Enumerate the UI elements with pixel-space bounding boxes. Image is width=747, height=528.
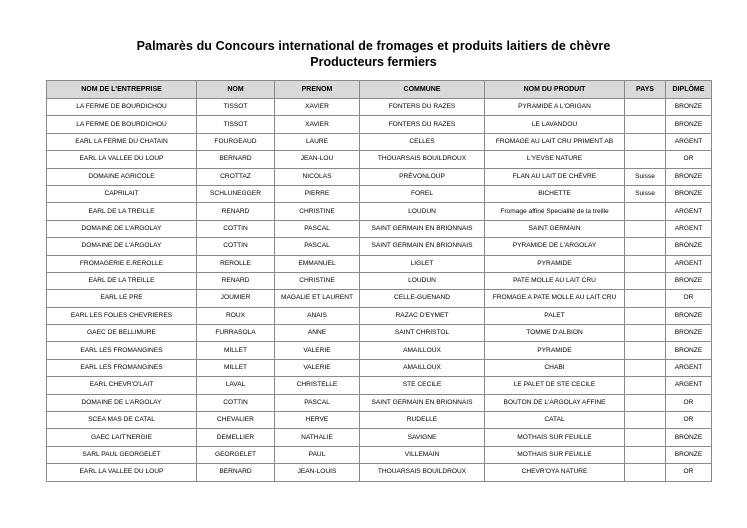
cell-diplome: OR — [666, 412, 712, 429]
cell-prenom: CHRISTINE — [275, 272, 360, 289]
cell-prenom: PIERRE — [275, 185, 360, 202]
cell-produit: LE PALET DE STE CECILE — [485, 377, 625, 394]
cell-diplome: OR — [666, 290, 712, 307]
cell-commune: THOUARSAIS BOUILDROUX — [360, 464, 485, 481]
cell-nom: JOUMIER — [197, 290, 275, 307]
cell-pays — [625, 412, 666, 429]
cell-diplome: BRONZE — [666, 342, 712, 359]
cell-produit: FROMAGE A PATE MOLLE AU LAIT CRU — [485, 290, 625, 307]
cell-commune: RAZAC D'EYMET — [360, 307, 485, 324]
cell-prenom: PASCAL — [275, 220, 360, 237]
cell-entreprise: DOMAINE AGRICOLE — [47, 168, 197, 185]
cell-entreprise: GAEC LAIT'NERGIE — [47, 429, 197, 446]
cell-commune: LOUDUN — [360, 203, 485, 220]
table-row — [47, 325, 712, 342]
cell-commune: FOREL — [360, 185, 485, 202]
cell-diplome: BRONZE — [666, 446, 712, 463]
cell-nom: CROTTAZ — [197, 168, 275, 185]
cell-pays — [625, 464, 666, 481]
cell-produit: FLAN AU LAIT DE CHÈVRE — [485, 168, 625, 185]
cell-prenom: NICOLAS — [275, 168, 360, 185]
cell-diplome: OR — [666, 151, 712, 168]
cell-entreprise: EARL LES FROMANGINES — [47, 359, 197, 376]
table-row — [47, 272, 712, 289]
column-header-commune: COMMUNE — [360, 81, 485, 99]
cell-diplome: OR — [666, 464, 712, 481]
cell-commune: AMAILLOUX — [360, 342, 485, 359]
cell-nom: BERNARD — [197, 151, 275, 168]
cell-nom: SCHLUNEGGER — [197, 185, 275, 202]
cell-pays — [625, 359, 666, 376]
cell-entreprise: EARL LA VALLEE DU LOUP — [47, 151, 197, 168]
cell-pays — [625, 220, 666, 237]
cell-pays — [625, 342, 666, 359]
table-header — [47, 81, 712, 99]
cell-prenom: XAVIER — [275, 116, 360, 133]
cell-commune: STE CECILE — [360, 377, 485, 394]
column-header-entreprise: NOM DE L'ENTREPRISE — [47, 81, 197, 99]
cell-diplome: ARGENT — [666, 255, 712, 272]
cell-diplome: BRONZE — [666, 307, 712, 324]
cell-nom: GEORGELET — [197, 446, 275, 463]
cell-entreprise: EARL CHEVR'O'LAIT — [47, 377, 197, 394]
cell-diplome: BRONZE — [666, 238, 712, 255]
cell-produit: TOMME D'ALBION — [485, 325, 625, 342]
cell-entreprise: LA FERME DE BOURDICHOU — [47, 116, 197, 133]
cell-nom: RENARD — [197, 272, 275, 289]
cell-produit: BICHETTE — [485, 185, 625, 202]
table-row — [47, 429, 712, 446]
cell-prenom: XAVIER — [275, 99, 360, 116]
cell-produit: BOUTON DE L'ARGOLAY AFFINE — [485, 394, 625, 411]
title-line-secondary: Producteurs fermiers — [310, 55, 437, 69]
cell-commune: SAINT GERMAIN EN BRIONNAIS — [360, 220, 485, 237]
cell-prenom: CHRISTELLE — [275, 377, 360, 394]
cell-prenom: VALERIE — [275, 359, 360, 376]
cell-diplome: BRONZE — [666, 429, 712, 446]
table-row — [47, 307, 712, 324]
cell-nom: TISSOT — [197, 116, 275, 133]
cell-entreprise: EARL LES FOLIES CHEVRIERES — [47, 307, 197, 324]
cell-entreprise: EARL LA FERME DU CHATAIN — [47, 133, 197, 150]
cell-diplome: ARGENT — [666, 220, 712, 237]
cell-entreprise: EARL LES FROMANGINES — [47, 342, 197, 359]
cell-nom: COTTIN — [197, 220, 275, 237]
cell-nom: COTTIN — [197, 394, 275, 411]
cell-pays — [625, 272, 666, 289]
cell-prenom: EMMANUEL — [275, 255, 360, 272]
cell-diplome: ARGENT — [666, 203, 712, 220]
cell-prenom: HERVE — [275, 412, 360, 429]
cell-pays: Suisse — [625, 185, 666, 202]
cell-nom: REROLLE — [197, 255, 275, 272]
column-header-pays: PAYS — [625, 81, 666, 99]
cell-commune: VILLEMAIN — [360, 446, 485, 463]
cell-diplome: BRONZE — [666, 325, 712, 342]
cell-commune: CELLES — [360, 133, 485, 150]
cell-entreprise: DOMAINE DE L'ARGOLAY — [47, 394, 197, 411]
cell-produit: L'YEVSE NATURE — [485, 151, 625, 168]
cell-nom: CHEVALIER — [197, 412, 275, 429]
table-body — [47, 99, 712, 482]
cell-commune: AMAILLOUX — [360, 359, 485, 376]
cell-prenom: VALERIE — [275, 342, 360, 359]
table-row — [47, 185, 712, 202]
cell-commune: THOUARSAIS BOUILDROUX — [360, 151, 485, 168]
cell-produit: PYRAMIDE DE L'ARGOLAY — [485, 238, 625, 255]
cell-nom: TISSOT — [197, 99, 275, 116]
cell-nom: FURRASOLA — [197, 325, 275, 342]
cell-pays — [625, 116, 666, 133]
table-row — [47, 151, 712, 168]
cell-prenom: ANAIS — [275, 307, 360, 324]
cell-diplome: BRONZE — [666, 168, 712, 185]
cell-commune: SAVIGNE — [360, 429, 485, 446]
cell-pays — [625, 394, 666, 411]
cell-produit: PYRAMIDE A L'ORIGAN — [485, 99, 625, 116]
title-line-primary: Palmarès du Concours international de fromages et produits laitiers de chèvre — [136, 39, 611, 53]
cell-nom: RENARD — [197, 203, 275, 220]
cell-pays: Suisse — [625, 168, 666, 185]
cell-nom: MILLET — [197, 342, 275, 359]
cell-entreprise: EARL DE LA TREILLE — [47, 203, 197, 220]
cell-commune: CELLE-GUENAND — [360, 290, 485, 307]
cell-produit: CHEVR'OYA NATURE — [485, 464, 625, 481]
cell-commune: FONTERS DU RAZES — [360, 116, 485, 133]
cell-produit: Fromage affiné Specialité de la treille — [485, 203, 625, 220]
cell-prenom: JEAN-LOUIS — [275, 464, 360, 481]
cell-prenom: JEAN-LOU — [275, 151, 360, 168]
cell-commune: FONTERS DU RAZES — [360, 99, 485, 116]
cell-pays — [625, 203, 666, 220]
cell-prenom: MAGALIE ET LAURENT — [275, 290, 360, 307]
cell-diplome: ARGENT — [666, 377, 712, 394]
cell-produit: PYRAMIDE — [485, 342, 625, 359]
cell-diplome: BRONZE — [666, 272, 712, 289]
cell-nom: DEMELLIER — [197, 429, 275, 446]
table-row — [47, 359, 712, 376]
cell-commune: LIGLET — [360, 255, 485, 272]
cell-entreprise: SARL PAUL GEORGELET — [47, 446, 197, 463]
cell-commune: PRÉVONLOUP — [360, 168, 485, 185]
column-header-produit: NOM DU PRODUIT — [485, 81, 625, 99]
cell-entreprise: EARL DE LA TREILLE — [47, 272, 197, 289]
cell-commune: SAINT GERMAIN EN BRIONNAIS — [360, 394, 485, 411]
cell-nom: ROUX — [197, 307, 275, 324]
cell-prenom: LAURE — [275, 133, 360, 150]
cell-entreprise: DOMAINE DE L'ARGOLAY — [47, 238, 197, 255]
cell-pays — [625, 307, 666, 324]
cell-produit: CHABI — [485, 359, 625, 376]
cell-entreprise: CAPRILAIT — [47, 185, 197, 202]
cell-entreprise: FROMAGERIE E.REROLLE — [47, 255, 197, 272]
cell-commune: RUDELLE — [360, 412, 485, 429]
cell-entreprise: LA FERME DE BOURDICHOU — [47, 99, 197, 116]
table-row — [47, 203, 712, 220]
cell-nom: BERNARD — [197, 464, 275, 481]
table-header-row — [47, 81, 712, 99]
cell-produit: CATAL — [485, 412, 625, 429]
cell-pays — [625, 446, 666, 463]
cell-nom: FOURGEAUD — [197, 133, 275, 150]
cell-entreprise: SCEA MAS DE CATAL — [47, 412, 197, 429]
cell-produit: SAINT GERMAIN — [485, 220, 625, 237]
cell-entreprise: DOMAINE DE L'ARGOLAY — [47, 220, 197, 237]
results-table — [46, 80, 712, 482]
cell-nom: LAVAL — [197, 377, 275, 394]
cell-pays — [625, 99, 666, 116]
table-row — [47, 394, 712, 411]
cell-pays — [625, 429, 666, 446]
cell-prenom: ANNE — [275, 325, 360, 342]
table-row — [47, 238, 712, 255]
cell-pays — [625, 255, 666, 272]
cell-pays — [625, 238, 666, 255]
cell-commune: SAINT CHRISTOL — [360, 325, 485, 342]
cell-produit: PATE MOLLE AU LAIT CRU — [485, 272, 625, 289]
cell-diplome: BRONZE — [666, 99, 712, 116]
cell-diplome: ARGENT — [666, 133, 712, 150]
table-row — [47, 342, 712, 359]
table-row — [47, 377, 712, 394]
cell-diplome: ARGENT — [666, 359, 712, 376]
cell-pays — [625, 151, 666, 168]
table-row — [47, 412, 712, 429]
table-row — [47, 290, 712, 307]
cell-produit: FROMAGE AU LAIT CRU PRIMENT AB — [485, 133, 625, 150]
table-row — [47, 446, 712, 463]
page-title — [46, 38, 701, 70]
cell-diplome: BRONZE — [666, 116, 712, 133]
cell-commune: SAINT GERMAIN EN BRIONNAIS — [360, 238, 485, 255]
cell-prenom: PAUL — [275, 446, 360, 463]
cell-nom: MILLET — [197, 359, 275, 376]
table-row — [47, 133, 712, 150]
cell-nom: COTTIN — [197, 238, 275, 255]
table-row — [47, 464, 712, 481]
cell-produit: LE LAVANDOU — [485, 116, 625, 133]
table-row — [47, 255, 712, 272]
column-header-nom: NOM — [197, 81, 275, 99]
cell-diplome: OR — [666, 394, 712, 411]
cell-pays — [625, 325, 666, 342]
table-row — [47, 99, 712, 116]
cell-entreprise: GAEC DE BELLIMURE — [47, 325, 197, 342]
table-row — [47, 116, 712, 133]
cell-prenom: PASCAL — [275, 394, 360, 411]
cell-produit: PALET — [485, 307, 625, 324]
cell-produit: MOTHAIS SUR FEUILLE — [485, 446, 625, 463]
cell-prenom: NATHALIE — [275, 429, 360, 446]
table-row — [47, 220, 712, 237]
cell-produit: MOTHAIS SUR FEUILLE — [485, 429, 625, 446]
cell-pays — [625, 133, 666, 150]
cell-commune: LOUDUN — [360, 272, 485, 289]
cell-entreprise: EARL LE PRE — [47, 290, 197, 307]
column-header-diplome: DIPLÔME — [666, 81, 712, 99]
table-row — [47, 168, 712, 185]
cell-diplome: BRONZE — [666, 185, 712, 202]
cell-produit: PYRAMIDE — [485, 255, 625, 272]
cell-pays — [625, 290, 666, 307]
column-header-prenom: PRENOM — [275, 81, 360, 99]
cell-entreprise: EARL LA VALLEE DU LOUP — [47, 464, 197, 481]
cell-pays — [625, 377, 666, 394]
cell-prenom: PASCAL — [275, 238, 360, 255]
cell-prenom: CHRISTINE — [275, 203, 360, 220]
